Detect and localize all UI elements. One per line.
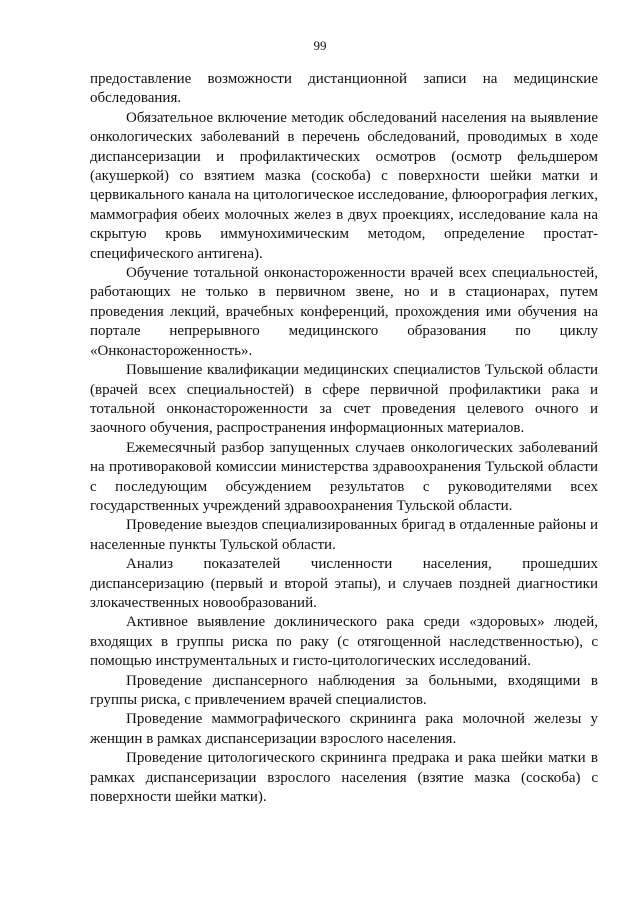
paragraph-qualification: Повышение квалификации медицинских специалистов Тульской области (врачей всех специальностей) в сфере первичной профилактики рака и тотальной онконастороженности за счет проведения целевого очного и заочного обучения, распространения информационных материалов. bbox=[90, 362, 598, 437]
paragraph-active-detection: Активное выявление доклинического рака среди «здоровых» людей, входящих в группы риска по раку (с отягощенной наследственностью), с помощью инструментальных и гисто-цитологических исследований. bbox=[90, 614, 598, 670]
paragraph-monthly-review: Ежемесячный разбор запущенных случаев онкологических заболеваний на противораковой комиссии министерства здравоохранения Тульской области с последующим обсуждением результатов с руководителями всех государственных учреждений здравоохранения Тульской области. bbox=[90, 439, 598, 514]
paragraph-analysis: Анализ показателей численности населения, прошедших диспансеризацию (первый и второй этапы), и случаев поздней диагностики злокачественных новообразований. bbox=[90, 556, 598, 611]
paragraph-mammography: Проведение маммографического скрининга рака молочной железы у женщин в рамках диспансеризации взрослого населения. bbox=[90, 711, 598, 747]
paragraph-oncology-screening-methods: Обязательное включение методик обследований населения на выявление онкологических заболеваний в перечень обследований, проводимых в ходе диспансеризации и профилактических осмотров (осмотр фельдшером (акушеркой) со взятием мазка (соскоба) с поверхности шейки матки и цервикального канала на цитологическое исследование, флюорография легких, маммография обеих молочных желез в двух проекциях, исследование кала на скрытую кровь иммунохимическим методом, определение простат-специфического антигена). bbox=[90, 109, 598, 262]
paragraph-doctor-training: Обучение тотальной онконастороженности врачей всех специальностей, работающих не только в первичном звене, но и в стационарах, путем проведения лекций, врачебных конференций, прохождения ими обучения на портале непрерывного медицинского образования по циклу «Онконастороженность». bbox=[90, 265, 598, 359]
paragraph-dispensary-observation: Проведение диспансерного наблюдения за больными, входящими в группы риска, с привлечением врачей специалистов. bbox=[90, 672, 598, 708]
paragraph-cytology: Проведение цитологического скрининга предрака и рака шейки матки в рамках диспансеризации взрослого населения (взятие мазка (соскоба) с поверхности шейки матки). bbox=[90, 750, 598, 806]
paragraph-continuation: предоставление возможности дистанционной записи на медицинские обследования. bbox=[90, 71, 598, 107]
document-body bbox=[90, 70, 598, 807]
page-number: 99 bbox=[313, 38, 327, 53]
paragraph-field-teams: Проведение выездов специализированных бригад в отдаленные районы и населенные пункты Тульской области. bbox=[90, 517, 598, 553]
